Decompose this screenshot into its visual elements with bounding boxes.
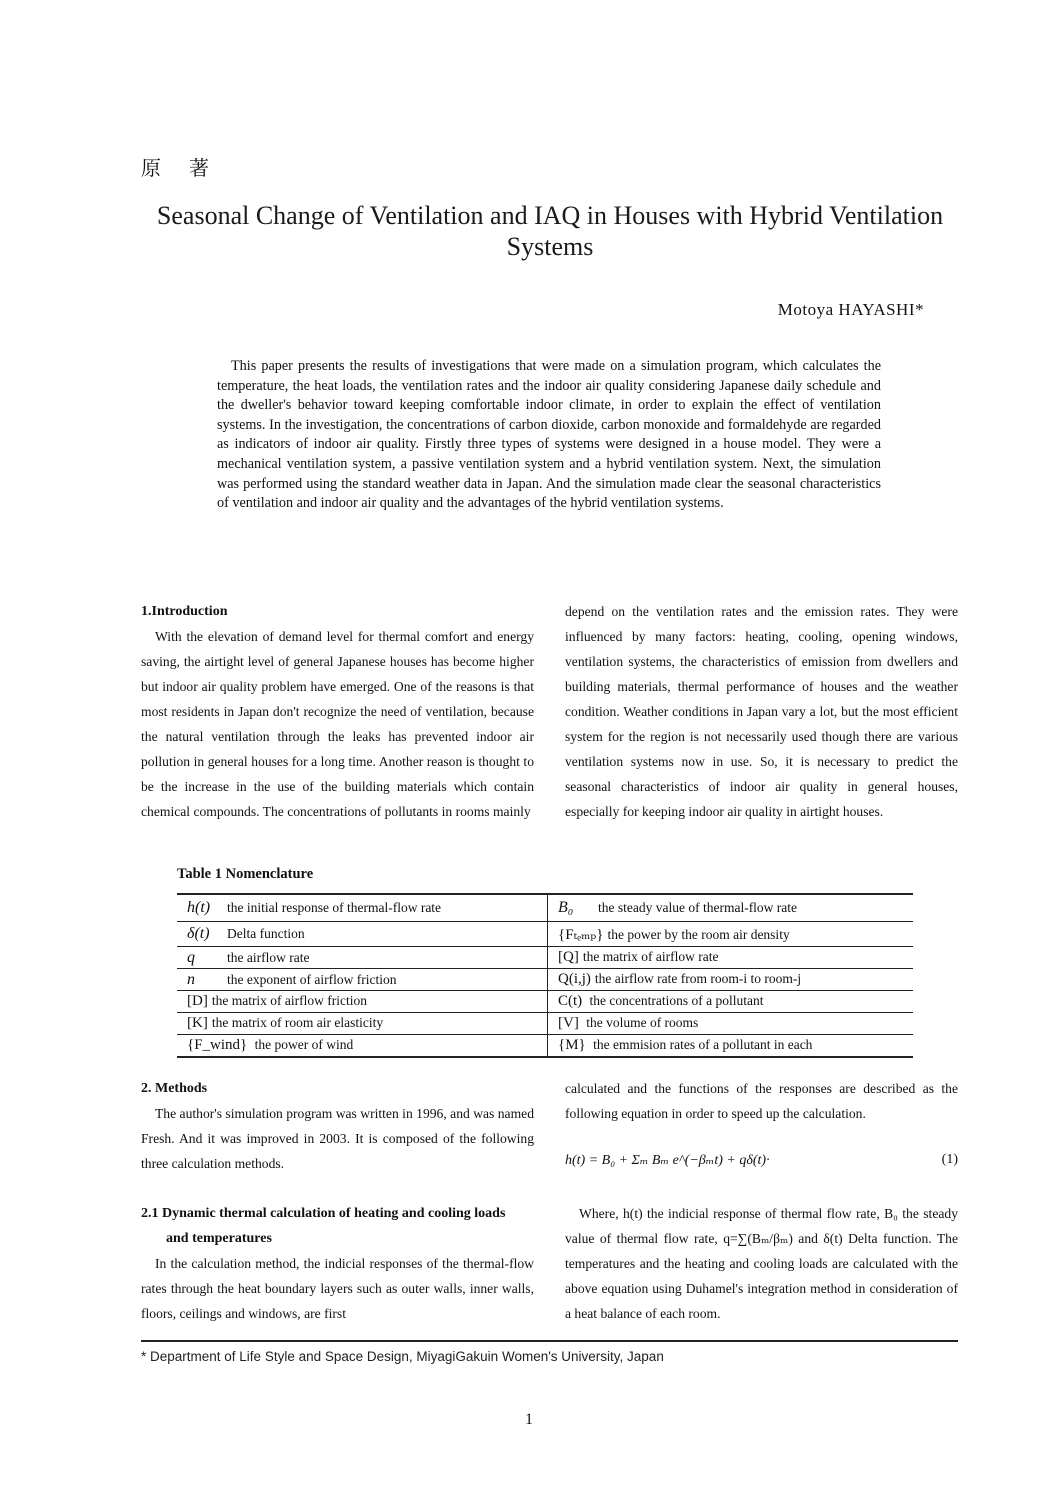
table-row [177, 922, 913, 947]
section21-right-text: Where, h(t) the indicial response of thermal flow rate, B₀ the steady value of thermal flow rate, q=∑(Bₘ/βₘ) and δ(t) Delta function. The temperatures and the heating and cooling loads are calculated with the above equation using Duhamel's integration method in consideration of a heat balance of each room. [565, 1206, 958, 1321]
definition: the initial response of thermal-flow rate [227, 900, 442, 915]
definition: the airflow rate [227, 949, 310, 965]
definition: Delta function [227, 926, 305, 941]
table-cell [177, 922, 548, 947]
intro-right-column [565, 599, 958, 824]
section21-right-column [565, 1201, 958, 1326]
section21-heading-cont: and temperatures [166, 1231, 272, 1246]
definition: the volume of rooms [586, 1015, 699, 1030]
symbol: B₀ [558, 899, 574, 916]
symbol: δ(t) [187, 925, 210, 942]
table-cell [177, 947, 548, 969]
equation-number: (1) [941, 1152, 958, 1167]
definition: the matrix of airflow friction [211, 993, 368, 1008]
table-cell [177, 894, 548, 922]
intro-right-text: depend on the ventilation rates and the emission rates. They were influenced by many factors: heating, cooling, opening windows, ventilation systems, the characteristics of emission from dwellers and building materials, thermal performance of houses and the weather condition. Weather conditions in Japan vary a lot, but the most efficient system for the region is not necessarily used though there are various ventilation systems now in use. So, it is necessary to predict the seasonal characteristics of indoor air quality in general houses, especially for keeping indoor air quality in airtight houses. [565, 604, 958, 819]
symbol: C(t) [558, 993, 583, 1009]
symbol: q [187, 948, 195, 966]
nomenclature-table [177, 893, 913, 1058]
table-row [177, 894, 913, 922]
table-row [177, 969, 913, 991]
equation-expression: h(t) = B₀ + Σₘ Bₘ e^(−βₘt) + qδ(t)· [565, 1153, 770, 1168]
article-type-label [141, 152, 237, 181]
table-cell [548, 1035, 914, 1058]
table-cell [548, 947, 914, 969]
symbol: n [187, 970, 195, 988]
intro-left-text: With the elevation of demand level for thermal comfort and energy saving, the airtight level of general Japanese houses has become higher but indoor air quality problem have emerged. One of the reasons is that most residents in Japan don't recognize the need of ventilation, because the natural ventilation through the leaks has prevented indoor air pollution in general houses for a long time. Another reason is thought to be the increase in the use of the building materials which contain chemical compounds. The concentrations of pollutants in rooms mainly [141, 629, 534, 819]
table-row [177, 1013, 913, 1035]
symbol: [V] [558, 1015, 579, 1031]
table-cell [548, 894, 914, 922]
methods-right-column [565, 1076, 958, 1126]
section21-left-text: In the calculation method, the indicial responses of the thermal-flow rates through the heat boundary layers such as outer walls, inner walls, floors, ceilings and windows, are first [141, 1256, 534, 1321]
table-row [177, 1035, 913, 1058]
table-row [177, 947, 913, 969]
table-caption: Table 1 Nomenclature [177, 866, 314, 882]
symbol: [K] [187, 1015, 208, 1031]
section21-left-column [141, 1201, 534, 1326]
methods-right-text: calculated and the functions of the responses are described as the following equation in order to speed up the calculation. [565, 1081, 958, 1121]
footnote: * Department of Life Style and Space Design, MiyagiGakuin Women's University, Japan [141, 1349, 664, 1364]
equation-1 [565, 1152, 958, 1169]
definition: the concentrations of a pollutant [589, 993, 764, 1008]
symbol: {M} [558, 1037, 586, 1053]
symbol: [Q] [558, 949, 579, 965]
definition: the power of wind [254, 1037, 354, 1052]
symbol: h(t) [187, 899, 211, 916]
symbol: {Fₜₑₘₚ} [558, 926, 604, 943]
intro-heading: 1.Introduction [141, 604, 228, 619]
table-cell [548, 991, 914, 1013]
article-type-char-2: 著 [189, 158, 209, 180]
definition: the emmision rates of a pollutant in each [593, 1037, 813, 1052]
methods-left-column [141, 1076, 534, 1176]
table-cell [548, 922, 914, 947]
paper-title: Seasonal Change of Ventilation and IAQ in Houses with Hybrid Ventilation Systems [156, 201, 944, 261]
definition: the power by the room air density [607, 926, 790, 942]
table-row [177, 991, 913, 1013]
definition: the matrix of airflow rate [582, 949, 719, 964]
definition: the airflow rate from room-i to room-j [594, 971, 802, 986]
methods-heading: 2. Methods [141, 1081, 208, 1096]
table-cell [177, 969, 548, 991]
author-name: Motoya HAYASHI* [777, 300, 924, 319]
intro-left-column [141, 599, 534, 824]
methods-left-text: The author's simulation program was written in 1996, and was named Fresh. And it was improved in 2003. It is composed of the following three calculation methods. [141, 1106, 534, 1171]
table-cell [177, 1035, 548, 1058]
section21-heading: 2.1 Dynamic thermal calculation of heating and cooling loads [141, 1206, 506, 1221]
symbol: [D] [187, 993, 208, 1009]
symbol: {F_wind} [187, 1037, 248, 1053]
definition: the exponent of airflow friction [227, 971, 397, 987]
table-cell [548, 1013, 914, 1035]
table-cell [548, 969, 914, 991]
table-cell [177, 1013, 548, 1035]
footnote-divider [141, 1340, 958, 1342]
page-number: 1 [525, 1411, 533, 1428]
article-type-char-1: 原 [141, 158, 161, 180]
definition: the steady value of thermal-flow rate [598, 900, 798, 915]
abstract: This paper presents the results of investigations that were made on a simulation program, which calculates the temperature, the heat loads, the ventilation rates and the indoor air quality considering Japanese daily schedule and the dweller's behavior toward keeping comfortable indoor climate, in order to explain the effect of ventilation systems. In the investigation, the concentrations of carbon dioxide, carbon monoxide and formaldehyde are regarded as indicators of indoor air quality. Firstly three types of systems were designed in a house model. They were a mechanical ventilation system, a passive ventilation system and a hybrid ventilation system. Next, the simulation was performed using the standard weather data in Japan. And the simulation made clear the seasonal characteristics of ventilation and indoor air quality and the advantages of the hybrid ventilation systems. [217, 358, 881, 512]
definition: the matrix of room air elasticity [211, 1015, 384, 1030]
symbol: Q(i,j) [558, 971, 591, 987]
table-cell [177, 991, 548, 1013]
